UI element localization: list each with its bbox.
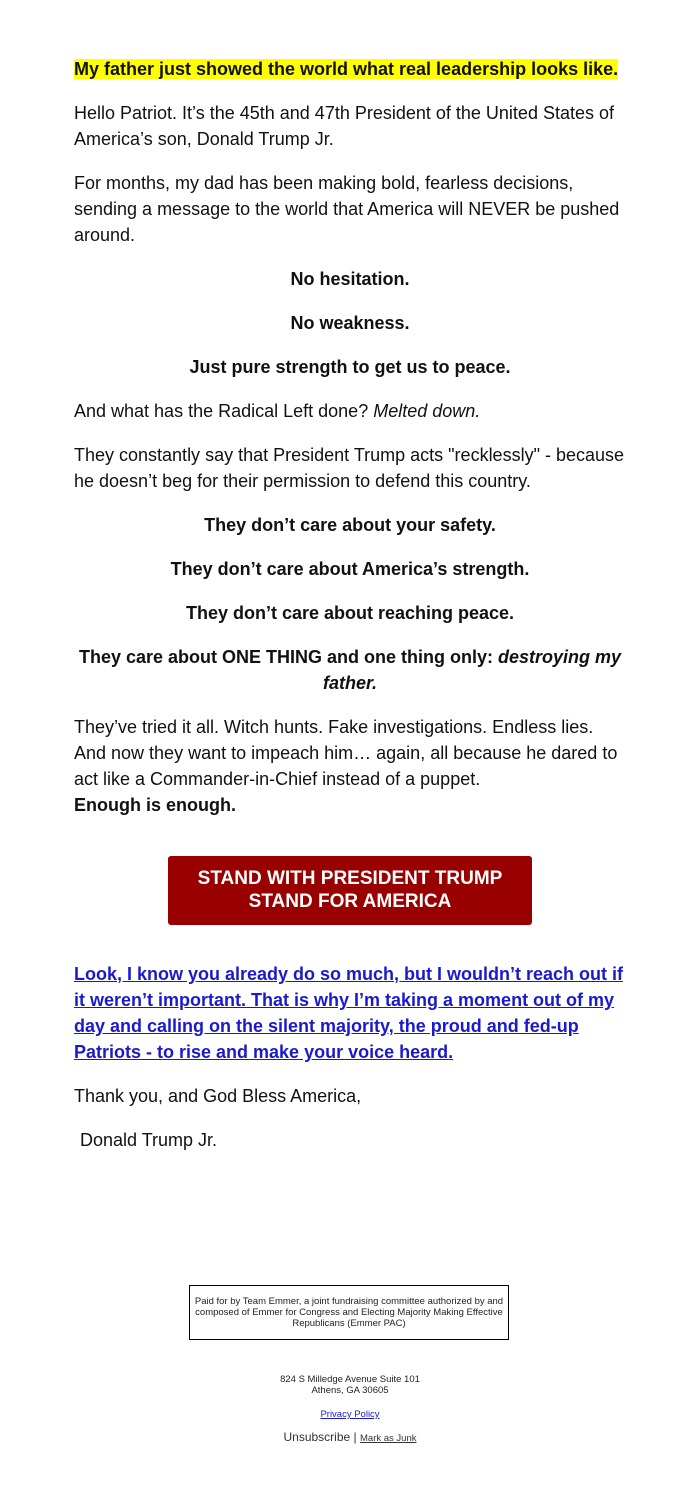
enough-text: Enough is enough. xyxy=(74,795,236,815)
stand-with-trump-button[interactable] xyxy=(168,856,532,925)
safety-line: They don’t care about your safety. xyxy=(204,515,496,535)
mailing-address xyxy=(0,1374,700,1396)
radical-left-text: And what has the Radical Left done? xyxy=(74,401,369,421)
headline: My father just showed the world what real leadership looks like. xyxy=(74,59,619,79)
destroying-father-text: destroying my father. xyxy=(322,647,622,693)
paid-for-disclaimer: Paid for by Team Emmer, a joint fundraising committee authorized by and composed of Emmer for Congress and Electing Majority Making Effective Republicans (Emmer PAC) xyxy=(189,1285,509,1340)
months-paragraph: For months, my dad has been making bold, fearless decisions, sending a message to the world that America will NEVER be pushed around. xyxy=(74,173,620,245)
melted-down-text: Melted down. xyxy=(373,401,481,421)
one-thing-prefix: They care about ONE THING and one thing only: xyxy=(78,647,493,667)
footer-separator: | xyxy=(353,1430,357,1444)
tried-text: They’ve tried it all. Witch hunts. Fake investigations. Endless lies. And now they want to impeach him… again, all because he dared to act like a Commander-in-Chief instead of a puppet. xyxy=(74,717,618,789)
address-line-1: 824 S Milledge Avenue Suite 101 xyxy=(280,1374,420,1385)
cta-line-1: STAND WITH PRESIDENT TRUMP xyxy=(197,868,503,889)
reckless-paragraph: They constantly say that President Trump acts "recklessly" - because he doesn’t beg for their permission to defend this country. xyxy=(74,445,625,491)
mark-as-junk-link[interactable]: Mark as Junk xyxy=(360,1433,417,1444)
pure-strength-line: Just pure strength to get us to peace. xyxy=(189,357,511,377)
unsubscribe-link[interactable]: Unsubscribe xyxy=(283,1430,351,1444)
peace-line: They don’t care about reaching peace. xyxy=(185,603,515,623)
no-weakness-line: No weakness. xyxy=(290,313,410,333)
intro-paragraph: Hello Patriot. It’s the 45th and 47th President of the United States of America’s son, Donald Trump Jr. xyxy=(74,103,614,149)
tried-paragraph xyxy=(74,714,626,818)
email-body xyxy=(74,56,626,1171)
address-line-2: Athens, GA 30605 xyxy=(311,1385,389,1396)
headline-block xyxy=(74,56,626,82)
cta-line-2: STAND FOR AMERICA xyxy=(248,891,452,912)
signature: Donald Trump Jr. xyxy=(80,1130,218,1150)
privacy-row xyxy=(0,1409,700,1420)
one-thing-line xyxy=(74,644,626,696)
thanks-line: Thank you, and God Bless America, xyxy=(74,1086,362,1106)
no-hesitation-line: No hesitation. xyxy=(290,269,410,289)
strength-line: They don’t care about America’s strength. xyxy=(170,559,530,579)
radical-left-paragraph xyxy=(74,398,626,424)
cta-wrapper xyxy=(74,856,626,925)
unsubscribe-row xyxy=(0,1430,700,1444)
voice-heard-link[interactable]: Look, I know you already do so much, but I wouldn’t reach out if it weren’t important. That is why I’m taking a moment out of my day and calling on the silent majority, the proud and fed-up Patriots - to rise and make your voice heard. xyxy=(74,964,624,1062)
privacy-policy-link[interactable]: Privacy Policy xyxy=(320,1409,380,1420)
